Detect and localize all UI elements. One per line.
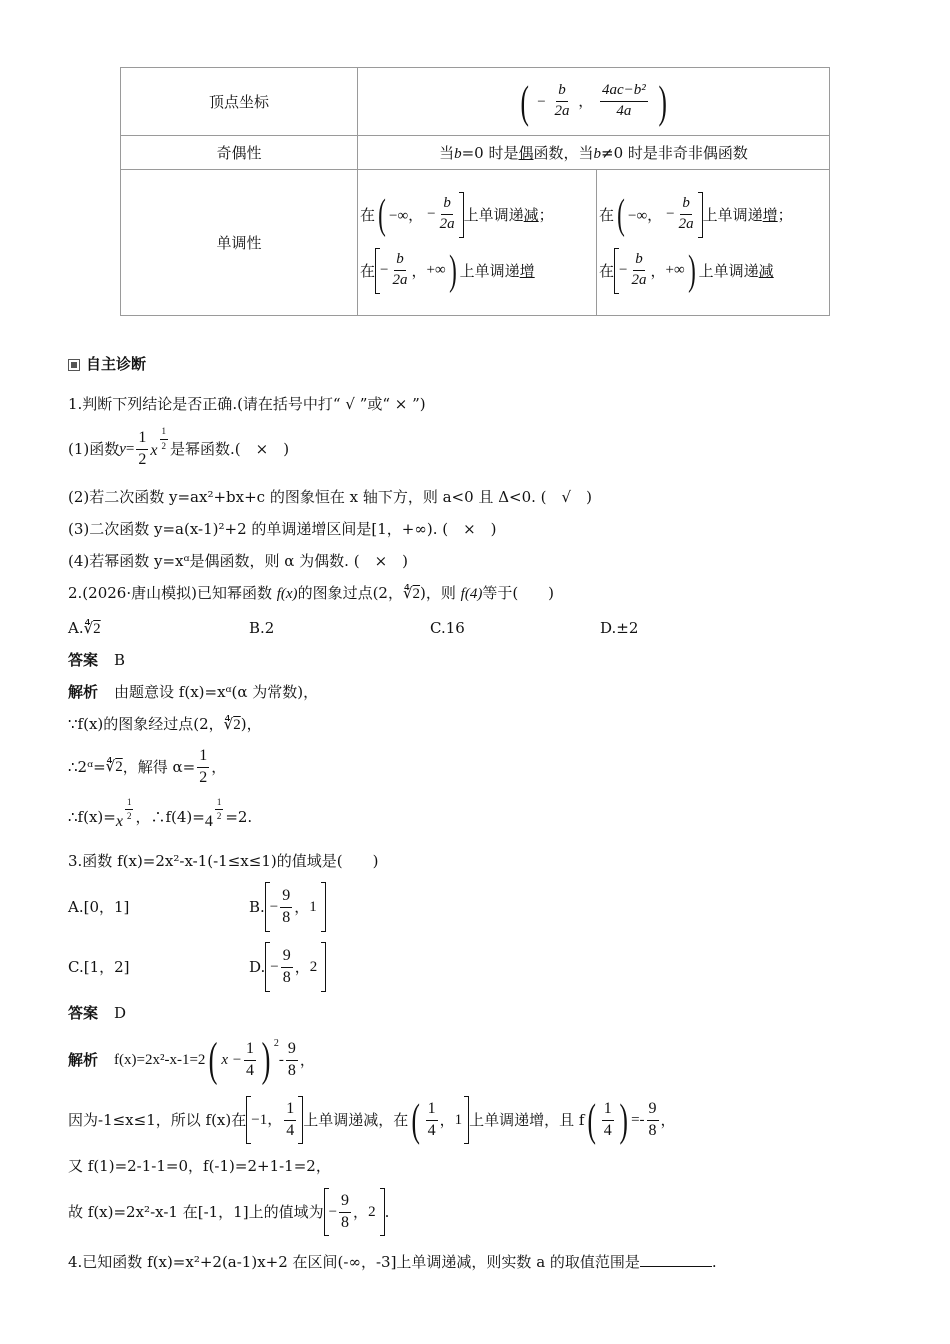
interval-line: 在 − $\frac{b}{2a}$ ， +∞ ) 上单调递 减 [599, 247, 774, 294]
section-square-icon [68, 359, 80, 371]
q4-stem: 4.已知函数 f(x)=x²+2(a-1)x+2 在区间(-∞，-3]上单调递减，则实数 a 的取值范围是 . [68, 1253, 717, 1271]
text: =0 时是 [461, 144, 519, 162]
row-label-parity [121, 136, 358, 170]
interval-line: 在 ( −∞， − $\frac{b}{2a}$ 上单调递 减 ； [360, 191, 554, 238]
interval-line: 在 − $\frac{b}{2a}$ ， +∞ ) 上单调递 增 [360, 247, 535, 294]
minus: − [537, 93, 546, 110]
q3-analysis-line-2: 因为-1≤x≤1，所以 f(x)在 −1， $\frac{1}{4}$ 上单调递减，在 ( $\frac{1}{4}$ ， 1 上单调递增，且 f ( $\frac{1}{4}$ ) =- $\frac{9}{8}$ ， [68, 1094, 676, 1145]
answer-blank[interactable] [640, 1252, 712, 1267]
q2-stem: 2.(2026·唐山模拟)已知幂函数 f(x)的图象过点(2，∜2)，则 f(4)等于( ) [68, 584, 555, 602]
q2-answer: 答案 B [68, 651, 126, 669]
text: 当 [439, 144, 455, 162]
q1-item-2: (2)若二次函数 y=ax²+bx+c 的图象恒在 x 轴下方，则 a<0 且 Δ<0. ( √ ) [68, 488, 592, 506]
q2-option-c: C.16 [430, 619, 465, 637]
q1-stem: 1.判断下列结论是否正确.(请在括号中打“ √ ”或“ × ”) [68, 395, 426, 413]
label: 顶点坐标 [208, 93, 269, 111]
text: b [454, 146, 462, 162]
q3-answer: 答案 D [68, 1004, 127, 1022]
q3-stem: 3.函数 f(x)=2x²-x-1(-1≤x≤1)的值域是( ) [68, 852, 379, 870]
q2-analysis-line-2: ∵f(x)的图象经过点(2，∜2)， [68, 715, 262, 733]
q3-option-d: D. − $\frac{9}{8}$ ， 2 [249, 942, 326, 992]
frac-b-2a: $\frac{b}{2a}$ [554, 82, 570, 119]
q3-analysis-line-1: 解析 f(x)=2x²-x-1=2 ( x − $\frac{1}{4}$ ) 2 - $\frac{9}{8}$ ， [68, 1033, 315, 1086]
q2-analysis-line-1: 解析 由题意设 f(x)=xᵅ(α 为常数)， [68, 683, 319, 701]
paren-left: ( [520, 75, 529, 127]
q2-analysis-line-3: ∴2ᵅ= ∜ 2 ，解得 α= $\frac{1}{2}$ ， [68, 747, 227, 786]
q2-analysis-line-4: ∴f(x)= x $\frac{1}{2}$ ，∴f(4)= 4 $\frac{1}{2}$ =2. [68, 797, 253, 830]
monotonicity-a-negative [597, 170, 830, 316]
properties-table [120, 67, 830, 316]
interval-line: 在 ( −∞， − $\frac{b}{2a}$ 上单调递 增 ； [599, 191, 793, 238]
row-label-monotonicity [121, 170, 358, 316]
q1-item-3: (3)二次函数 y=a(x-1)²+2 的单调递增区间是[1，+∞). ( × ) [68, 520, 497, 538]
q3-analysis-line-4: 故 f(x)=2x²-x-1 在[-1，1]上的值域为 − $\frac{9}{8}$ ， 2 . [68, 1188, 389, 1236]
text: 函数，当 [533, 144, 594, 162]
parity-cell [358, 136, 830, 170]
text: b [593, 146, 602, 162]
row-label-vertex [121, 68, 358, 136]
comma: ， [578, 91, 594, 110]
text: ≠0 时是非奇非偶函数 [601, 144, 748, 162]
q2-option-d: D.±2 [600, 619, 639, 637]
label: 单调性 [216, 234, 262, 252]
q2-option-a: A.∜2 [68, 619, 101, 637]
q1-item-1: (1)函数 y = $\frac{1}{2}$ x $\frac{1}{2}$ 是幂函数.( × ) [68, 426, 290, 468]
label: 奇偶性 [216, 144, 262, 162]
paren-right: ) [658, 75, 667, 127]
q3-option-b: B. − $\frac{9}{8}$ ， 1 [249, 882, 326, 932]
section-header [68, 357, 146, 372]
frac-vertex-y: $\frac{\text{4ac−b²}}{4a}$ [602, 82, 646, 119]
vertex-cell [358, 68, 830, 136]
root-symbol: ∜ [402, 586, 413, 602]
text: 偶 [518, 144, 534, 162]
q3-option-a: A.[0，1] [68, 898, 130, 916]
q2-option-b: B.2 [249, 619, 275, 637]
section-title: 自主诊断 [86, 355, 147, 373]
q1-item-4: (4)若幂函数 y=xᵅ是偶函数，则 α 为偶数. ( × ) [68, 552, 408, 570]
q3-analysis-line-3: 又 f(1)=2-1-1=0，f(-1)=2+1-1=2， [68, 1157, 331, 1175]
monotonicity-a-positive [358, 170, 597, 316]
q3-option-c: C.[1，2] [68, 958, 130, 976]
